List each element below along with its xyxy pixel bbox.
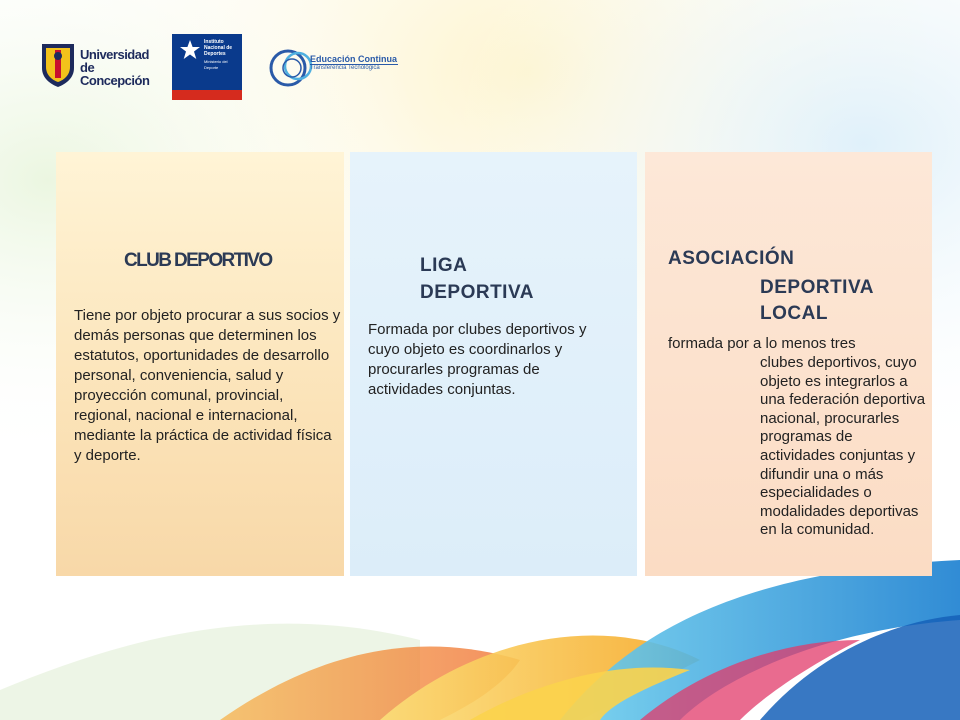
ec-title: Educación Continua — [310, 54, 398, 64]
ec-subtitle: Transferencia Tecnológica — [310, 65, 380, 71]
asociacion-description-line1: formada por a lo menos tres — [668, 335, 856, 352]
logo-bar — [40, 30, 420, 100]
ind-ministry: Ministerio del Deporte — [204, 59, 228, 70]
club-deportivo-description: Tiene por objeto procurar a sus socios y demás personas que determinen los estatutos, oportunidades de desarrollo personal, conveniencia, salud y proyección comunal, provincial, regional, nacional e internacional, mediante la práctica de actividad física y deporte. — [74, 307, 341, 464]
ind-name-line3: Deportes — [204, 51, 226, 57]
ind-red-stripe — [172, 90, 242, 100]
universidad-de-concepcion-logo — [40, 42, 160, 92]
ind-name-line1: Instituto — [204, 39, 224, 45]
asociacion-title-line2: DEPORTIVA LOCAL — [760, 277, 874, 324]
liga-deportiva-title: LIGA DEPORTIVA — [420, 255, 534, 303]
udec-name-line2: de Concepción — [80, 60, 150, 88]
star-icon — [178, 38, 202, 62]
udec-name-line1: Universidad — [80, 47, 149, 62]
ind-name-line2: Nacional de — [204, 45, 233, 51]
educacion-continua-logo — [268, 42, 428, 92]
instituto-nacional-de-deportes-logo — [172, 34, 242, 100]
asociacion-title-line1: ASOCIACIÓN — [668, 248, 795, 269]
asociacion-description-rest: clubes deportivos, cuyo objeto es integrarlos a una federación deportiva nacional, procurarles programas de actividades conjuntas y difundir una o más especialidades o modalidades deportivas en la comunidad. — [760, 354, 926, 539]
club-deportivo-title: CLUB DEPORTIVO — [124, 250, 272, 271]
udec-shield-icon — [40, 42, 76, 88]
liga-deportiva-description: Formada por clubes deportivos y cuyo objeto es coordinarlos y procurarles programas de actividades conjuntas. — [368, 321, 587, 398]
